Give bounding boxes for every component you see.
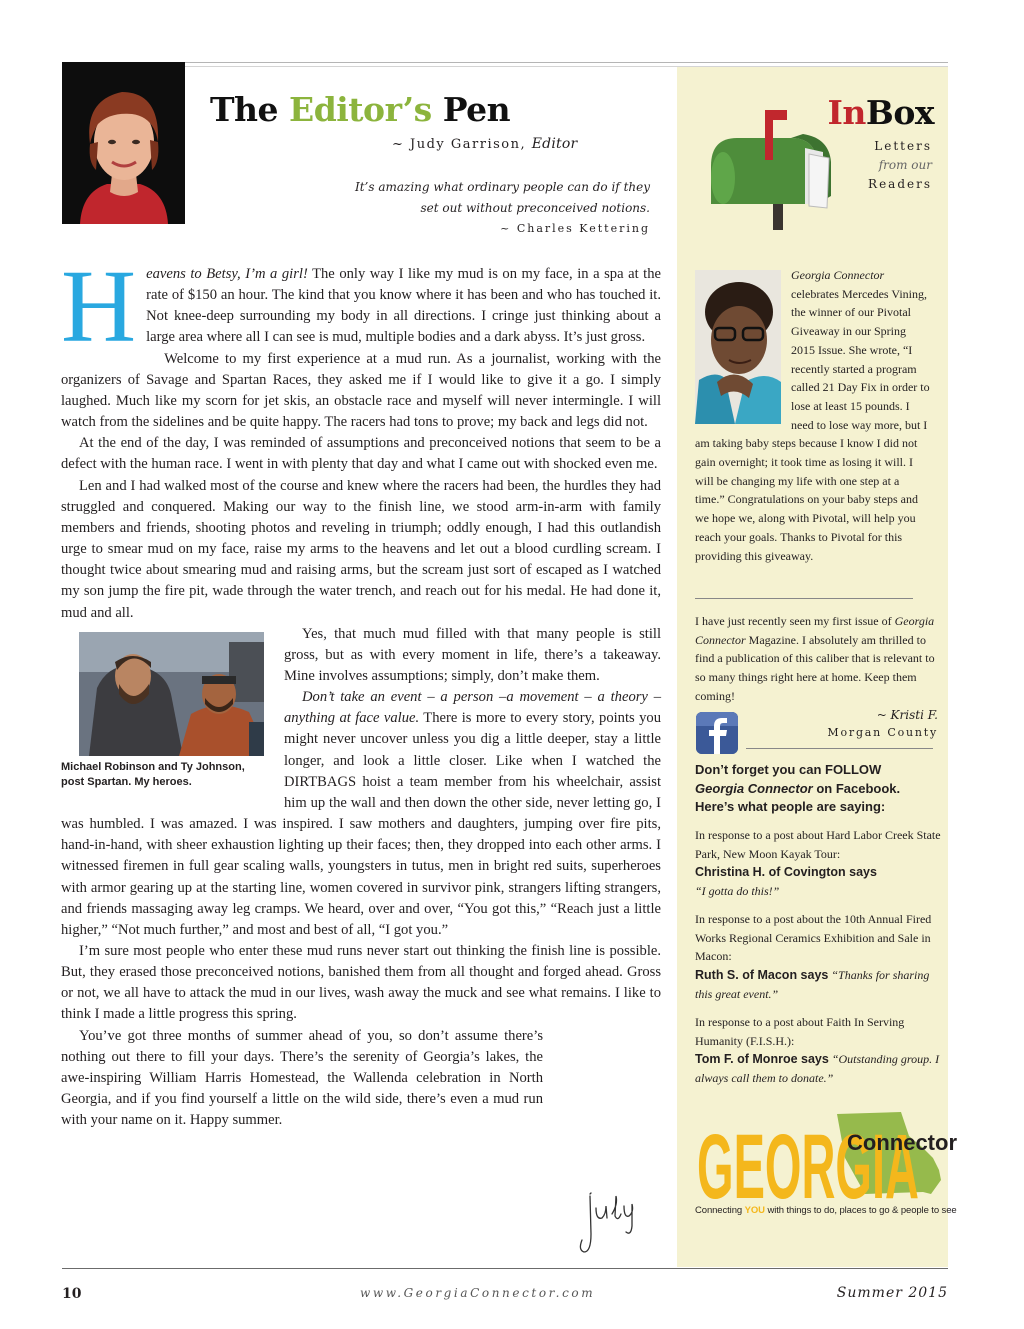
letter-two: I have just recently seen my first issue of Georgia Connector Magazine. I absolutely am thrilled to find a publication of this caliber that is relevant to so many things right here at home. Keep them coming! <box>695 614 935 703</box>
footer-url[interactable]: www.GeorgiaConnector.com <box>360 1286 596 1300</box>
facebook-post: In response to a post about Hard Labor Creek State Park, New Moon Kayak Tour: Christina H. of Covington says “I gotta do this!” <box>695 828 941 899</box>
epigraph-attribution: ~ Charles Kettering <box>500 222 650 235</box>
facebook-post: In response to a post about Faith In Serving Humanity (F.I.S.H.): Tom F. of Monroe says “Outstanding group. I always call them to donate.” <box>695 1015 940 1086</box>
divider <box>695 598 913 599</box>
facebook-heading: Don’t forget you can FOLLOW Georgia Connector on Facebook. Here’s what people are saying: <box>695 762 901 814</box>
inbox-subtitle: Letters from our Readers <box>868 139 932 191</box>
article-body <box>61 249 661 1131</box>
inbox-title: InBox <box>827 93 934 132</box>
letter-one: Georgia Connector celebrates Mercedes Vining, the winner of our Pivotal Giveaway in our Spring 2015 Issue. She wrote, “I recently started a program called 21 Day Fix in order to lose at least 15 pounds. I need to lose way more, but I am taking baby steps because I know I did not gain overnight; it took time as losing it will. I will be changing my life with one step at a time.” Congratulations on your baby steps and we hope we, along with Pivotal, will help you reach your goals. Thanks to Pivotal for this providing this giveaway. <box>695 268 930 563</box>
article-paragraph: I’m sure most people who enter these mud runs never start out thinking the finish line is possible. But, they erased those preconceived notions, banished them from all thought and forged ahead. Gross or not, we all have to attack the mud in our lives, wash away the muck and see what remains. I like to think I made a little progress this spring. <box>61 943 661 1023</box>
letter-two-signoff: ~ Kristi F. Morgan County <box>827 708 938 739</box>
photo-caption: Michael Robinson and Ty Johnson, post Spartan. My heroes. <box>61 760 245 788</box>
title-accent: Editor’s <box>289 90 432 129</box>
logo-tagline: Connecting YOU with things to do, places to go & people to see <box>695 1205 957 1216</box>
article-paragraph: Michael Robinson and Ty Johnson, post Spartan. My heroes. Yes, that much mud filled with that many people is still gross, but as with every moment in life, there’s a takeaway. Mine involves assumptions; simply, don’t make them. <box>61 624 661 687</box>
epigraph-quote: It’s amazing what ordinary people can do if they set out without preconceived notions. <box>354 180 650 215</box>
article-paragraph: Heavens to Betsy, I’m a girl! The only way I like my mud is on my face, in a spa at the rate of $150 an hour. The kind that you know where it has been and who has touched it. Not knee-deep surrounding my body in all directions. I cringe just thinking about a large area where all I can see is mud, multiple bodies and a dark abyss. It’s just gross. <box>61 249 661 364</box>
mailbox-icon <box>705 104 837 230</box>
editor-portrait <box>62 62 185 224</box>
article-paragraph: Don’t take an event – a person –a movement – a theory – anything at face value. There is more to every story, points you might never uncover unless you dig a little deeper, stay a little longer, and look a little closer. Like when I watched the DIRTBAGS hoist a team member from his wheelchair, assist him up the wall and then down the other side, never letting go, I was humbled. I was amazed. I was inspired. I saw mothers and daughters, jumping over fire pits, hand-in-hand, with sheer exhaustion lighting up their faces; then, they dropped into each other arms. I witnessed firemen in full gear scaling walls, youngsters in tutus, men in bright red suits, superheroes with armor gearing up at the starting line, women covered in survivor pink, strangers lifting strangers, and friends massaging away leg cramps. We heard, over and over, “You got this,” “Reach just a little higher,” “Not much further,” and most and best of all, “I got you.” <box>61 689 661 938</box>
footer-issue: Summer 2015 <box>836 1285 948 1301</box>
footer-rule <box>62 1268 948 1269</box>
logo-wordmark: GEORGIA <box>697 1116 919 1218</box>
facebook-post: In response to a post about the 10th Annual Fired Works Regional Ceramics Exhibition and Sale in Macon: Ruth S. of Macon says “Thanks for sharing this great event.” <box>695 912 932 1001</box>
page-number: 10 <box>62 1286 82 1302</box>
drop-cap: H <box>61 249 137 364</box>
runners-photo-figure <box>61 632 264 799</box>
page-title: The Editor’s Pen <box>210 90 511 129</box>
editor-signature <box>574 1186 644 1258</box>
article-paragraph: Len and I had walked most of the course and knew where the racers had been, the hurdles they had struggled and conquered. Making our way to the finish line, we stood arm-in-arm with family members and friends, shooting photos and reveling in triumph; oddly enough, I had this outlandish urge to smear mud on my face, raise my arms to the heavens and let out a blood curdling scream. I thought twice about smearing mud and raising arms, but the scream just sort of escaped as I watched my son jump the fire pit, wade through the water trench, and reach out for his medal. He had done it, mud and all. <box>61 477 661 621</box>
article-paragraph: Welcome to my first experience at a mud run. As a journalist, working with the organizers of Savage and Spartan Races, they asked me if I would like to give it a go. I simply laughed. Much like my scorn for jet skis, an obstacle race and myself will never intermingle. I will watch from the sidelines and be quite happy. The racers had tons to prove; my back and legs did not. <box>61 350 661 431</box>
article-paragraph: At the end of the day, I was reminded of assumptions and preconceived notions that seem to be a defect with the human race. I went in with plenty that day and what I came out with shocked even me. <box>61 435 661 473</box>
facebook-icon[interactable] <box>696 712 738 754</box>
runners-photo <box>61 632 264 756</box>
logo-connector: Connector <box>847 1130 957 1155</box>
article-paragraph: You’ve got three months of summer ahead of you, so don’t assume there’s nothing out there to fill your days. There’s the serenity of Georgia’s lakes, the awe-inspiring William Harris Homestead, the Wallenda celebration in North Georgia, and if you find yourself a little on the wild side, there’s even a mud run with your name on it. Happy summer. <box>61 1027 543 1129</box>
top-rule <box>62 62 948 63</box>
editor-byline: ~ Judy Garrison, Editor <box>392 136 578 152</box>
divider <box>746 748 933 749</box>
